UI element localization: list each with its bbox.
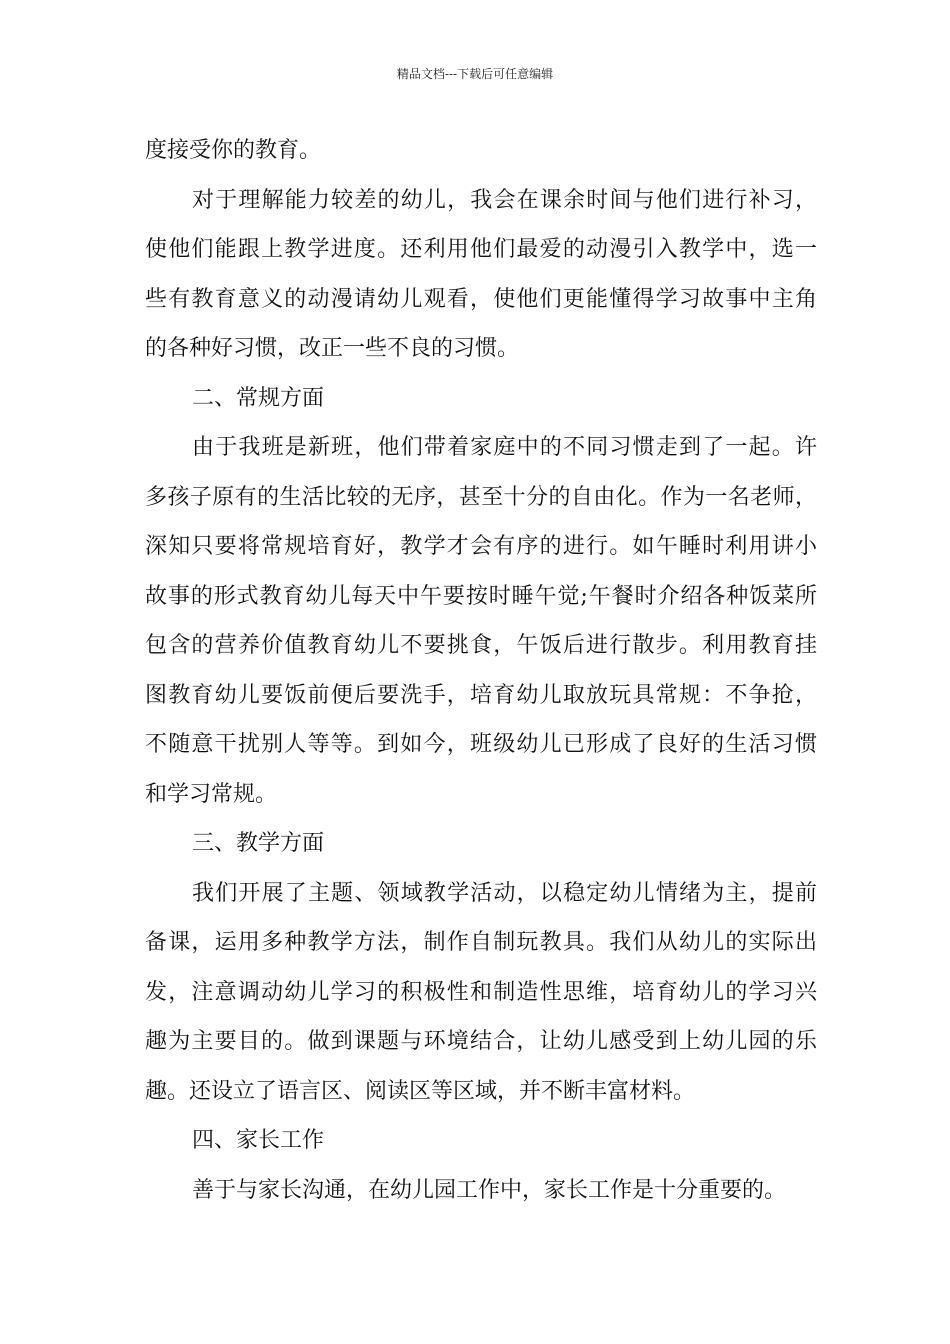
- text-line: 多孩子原有的生活比较的无序，甚至十分的自由化。作为一名老师，: [145, 484, 817, 510]
- text-line: 使他们能跟上教学进度。还利用他们最爱的动漫引入教学中，选一: [145, 237, 817, 262]
- text-line: 趣。还设立了语言区、阅读区等区域，并不断丰富材料。: [145, 1078, 696, 1104]
- text-line: 趣为主要目的。做到课题与环境结合，让幼儿感受到上幼儿园的乐: [145, 1029, 817, 1054]
- paragraph-first-line: 我们开展了主题、领域教学活动，以稳定幼儿情绪为主，提前: [192, 880, 817, 906]
- section-heading: 四、家长工作: [192, 1128, 325, 1153]
- section-heading: 二、常规方面: [192, 385, 325, 411]
- paragraph-first-line: 由于我班是新班，他们带着家庭中的不同习惯走到了一起。许: [192, 435, 817, 460]
- text-line: 备课，运用多种教学方法，制作自制玩教具。我们从幼儿的实际出: [145, 930, 817, 955]
- text-line: 发，注意调动幼儿学习的积极性和制造性思维，培育幼儿的学习兴: [145, 979, 817, 1005]
- paragraph-first-line: 对于理解能力较差的幼儿，我会在课余时间与他们进行补习，: [192, 187, 817, 213]
- text-line: 故事的形式教育幼儿每天中午要按时睡午觉;午餐时介绍各种饭菜所: [145, 583, 817, 609]
- text-line: 度接受你的教育。: [145, 138, 322, 163]
- text-line: 不随意干扰别人等等。到如今，班级幼儿已形成了良好的生活习惯: [145, 732, 817, 757]
- document-body: [145, 126, 817, 1215]
- text-line: 深知只要将常规培育好，教学才会有序的进行。如午睡时利用讲小: [145, 534, 817, 559]
- text-line: 和学习常规。: [145, 781, 278, 807]
- paragraph-first-line: 善于与家长沟通，在幼儿园工作中，家长工作是十分重要的。: [192, 1177, 787, 1203]
- text-line: 图教育幼儿要饭前便后要洗手，培育幼儿取放玩具常规：不争抢，: [145, 682, 817, 708]
- page-header: 精品文档---下载后可任意编辑: [396, 67, 554, 81]
- text-line: 包含的营养价值教育幼儿不要挑食，午饭后进行散步。利用教育挂: [145, 633, 817, 658]
- section-heading: 三、教学方面: [192, 831, 325, 856]
- text-line: 些有教育意义的动漫请幼儿观看，使他们更能懂得学习故事中主角: [145, 286, 817, 312]
- text-line: 的各种好习惯，改正一些不良的习惯。: [145, 336, 520, 361]
